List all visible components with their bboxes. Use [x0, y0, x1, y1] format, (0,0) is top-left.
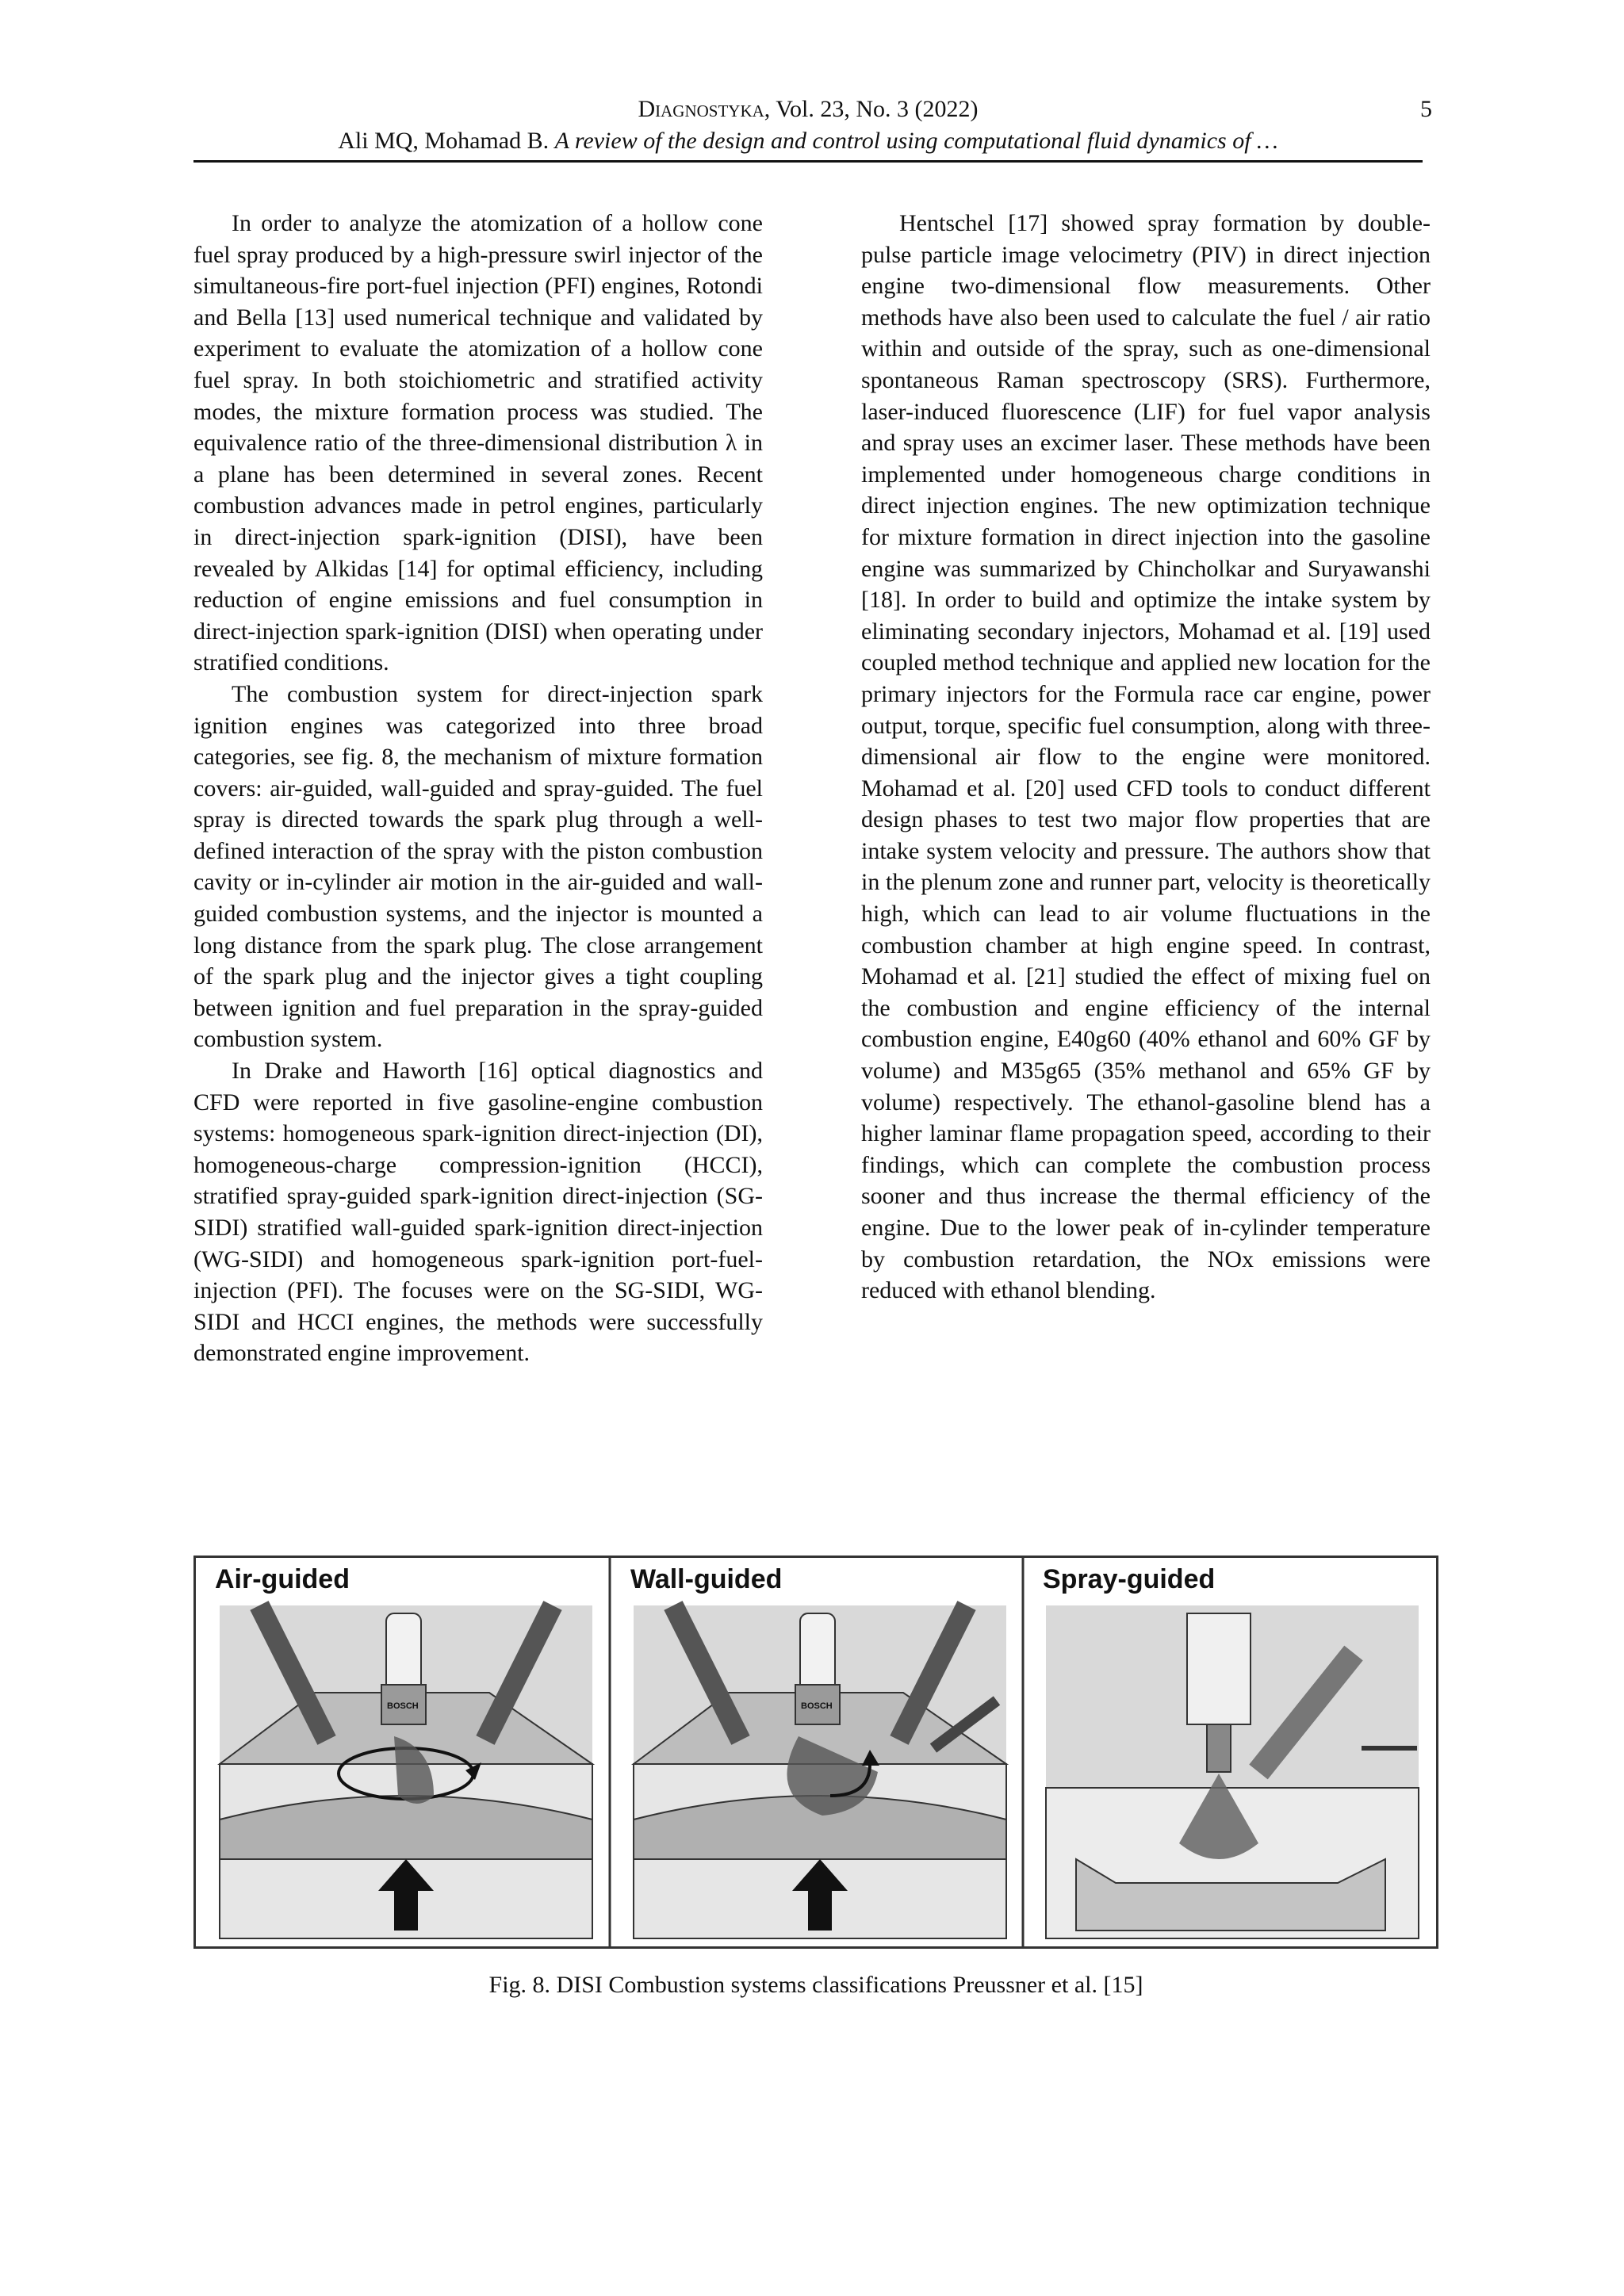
left-paragraph-2: The combustion system for direct-injection spark ignition engines was categorized into three broad categories, see fig. 8, the mechanism of mixture formation covers: air-guided, wall-guided and spray-guided. The fuel spray is directed towards the spark plug through a well-defined interaction of the spray with the piston combustion cavity or in-cylinder air motion in the air-guided and wall-guided combustion systems, and the injector is mounted a long distance from the spark plug. The close arrangement of the spark plug and the injector gives a tight coupling between ignition and fuel preparation in the spray-guided combustion system. — [193, 680, 763, 1053]
panel-title-spray-guided: Spray-guided — [1043, 1564, 1216, 1594]
panel-air-guided — [215, 1564, 592, 1938]
central-injector-body — [1187, 1613, 1251, 1724]
panel-title-air-guided: Air-guided — [215, 1564, 350, 1594]
header-title: A review of the design and control using computational fluid dynamics of … — [554, 128, 1278, 154]
spark-plug-brand: BOSCH — [387, 1701, 419, 1711]
figure-8 — [193, 1556, 1438, 1949]
figure-8-illustration — [196, 1558, 1436, 1946]
central-injector-tip — [1207, 1724, 1231, 1772]
right-column — [861, 208, 1431, 1307]
panel-wall-guided — [630, 1564, 1006, 1938]
journal-issue: , Vol. 23, No. 3 (2022) — [764, 96, 979, 122]
page-number: 5 — [1420, 96, 1432, 122]
journal-name: Diagnostyka — [638, 96, 764, 122]
running-header — [193, 94, 1423, 157]
left-paragraph-3: In Drake and Haworth [16] optical diagnostics and CFD were reported in five gasoline-engine combustion systems: homogeneous spark-ignition direct-injection (DI), homogeneous-charge compression-ignition (HCCI), stratified spray-guided spark-ignition direct-injection (SG-SIDI) stratified wall-guided spark-ignition direct-injection (WG-SIDI) and homogeneous spark-ignition port-fuel-injection (PFI). The focuses were on the SG-SIDI, WG-SIDI and HCCI engines, the methods were successfully demonstrated engine improvement. — [193, 1058, 763, 1367]
header-authors: Ali MQ, Mohamad B. — [338, 128, 555, 154]
header-rule — [193, 160, 1423, 163]
left-column — [193, 208, 763, 1369]
right-paragraph-1: Hentschel [17] showed spray formation by double-pulse particle image velocimetry (PIV) in direct injection engine two-dimensional flow measurements. Other methods have also been used to calculate the fuel / air ratio within and outside of the spray, such as one-dimensional spontaneous Raman spectroscopy (SRS). Furthermore, laser-induced fluorescence (LIF) for fuel vapor analysis and spray uses an excimer laser. These methods have been implemented under homogeneous charge conditions in direct injection engines. The new optimization technique for mixture formation in direct injection into the gasoline engine was summarized by Chincholkar and Suryawanshi [18]. In order to build and optimize the intake system by eliminating secondary injectors, Mohamad et al. [19] used coupled method technique and applied new location for the primary injectors for the Formula race car engine, power output, torque, specific fuel consumption, along with three-dimensional air flow to the engine were monitored. Mohamad et al. [20] used CFD tools to conduct different design phases to test two major flow properties that are intake system velocity and pressure. The authors show that in the plenum zone and runner part, velocity is theoretically high, which can lead to air volume fluctuations in the combustion chamber at high engine speed. In contrast, Mohamad et al. [21] studied the effect of mixing fuel on the combustion and engine efficiency of the internal combustion engine, E40g60 (40% ethanol and 60% GF by volume) and M35g65 (35% methanol and 65% GF by volume) respectively. The ethanol-gasoline blend has a higher laminar flame propagation speed, according to their findings, which can complete the combustion process sooner and thus increase the thermal efficiency of the engine. Due to the lower peak of in-cylinder temperature by combustion retardation, the NOx emissions were reduced with ethanol blending. — [861, 210, 1431, 1304]
article-line — [193, 125, 1423, 157]
spark-plug-brand: BOSCH — [801, 1701, 833, 1711]
left-paragraph-1: In order to analyze the atomization of a hollow cone fuel spray produced by a high-pressure swirl injector of the simultaneous-fire port-fuel injection (PFI) engines, Rotondi and Bella [13] used numerical technique and validated by experiment to evaluate the atomization of a hollow cone fuel spray. In both stoichiometric and stratified activity modes, the mixture formation process was studied. The equivalence ratio of the three-dimensional distribution λ in a plane has been determined in several zones. Recent combustion advances made in petrol engines, particularly in direct-injection spark-ignition (DISI), have been revealed by Alkidas [14] for optimal efficiency, including reduction of engine emissions and fuel consumption in direct-injection spark-ignition (DISI) when operating under stratified conditions. — [193, 210, 763, 676]
journal-line — [193, 94, 1423, 125]
panel-title-wall-guided: Wall-guided — [630, 1564, 783, 1594]
panel-spray-guided — [1043, 1564, 1419, 1938]
figure-caption: Fig. 8. DISI Combustion systems classifications Preussner et al. [15] — [488, 1972, 1143, 1998]
